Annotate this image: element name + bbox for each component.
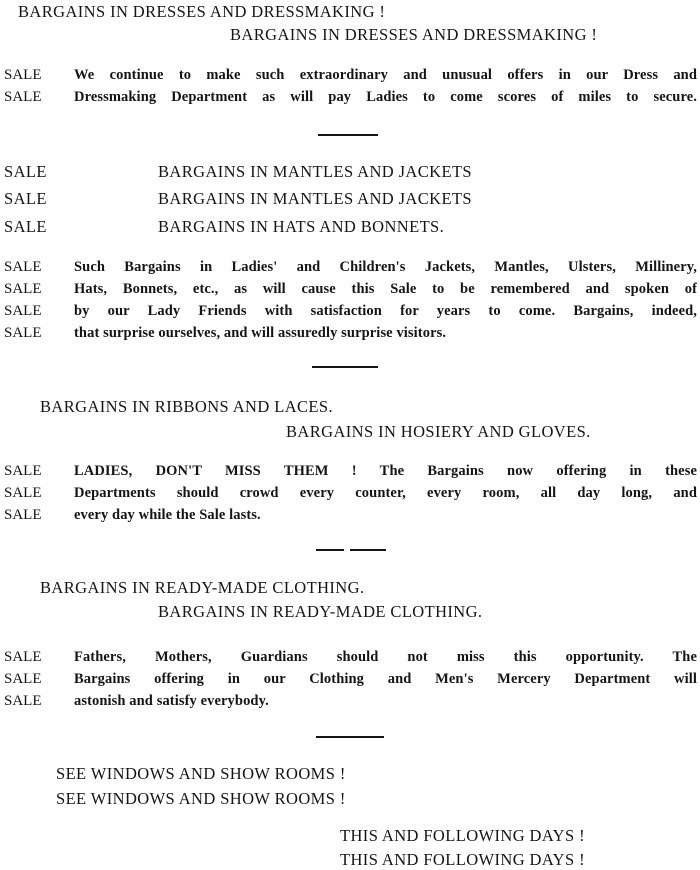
sale-label: SALE [4, 189, 47, 208]
paragraph-line [4, 278, 697, 300]
sale-label: SALE [4, 325, 42, 341]
sale-label: SALE [4, 259, 42, 275]
paragraph-text: every day while the Sale lasts. [74, 507, 261, 523]
mantles-heading-1: BARGAINS IN MANTLES AND JACKETS [158, 162, 473, 181]
paragraph-text: Dressmaking Department as will pay Ladies to come scores of miles to secure. [74, 89, 697, 105]
section-divider [316, 736, 384, 738]
clothing-paragraph [4, 646, 697, 712]
sale-label: SALE [4, 463, 42, 479]
paragraph-text: Fathers, Mothers, Guardians should not miss this opportunity. The [74, 649, 697, 665]
paragraph-text: astonish and satisfy everybody. [74, 693, 269, 709]
paragraph-text: Departments should crowd every counter, every room, all day long, and [74, 485, 697, 501]
paragraph-line [4, 256, 697, 278]
sale-label: SALE [4, 671, 42, 687]
dress-heading-1: BARGAINS IN DRESSES AND DRESSMAKING ! [18, 2, 386, 21]
section-divider [312, 366, 378, 368]
paragraph-line [4, 322, 697, 344]
paragraph-line [4, 460, 697, 482]
sale-label: SALE [4, 67, 42, 83]
section-divider [350, 549, 386, 551]
sale-label: SALE [4, 485, 42, 501]
sale-label: SALE [4, 162, 47, 181]
ribbons-heading: BARGAINS IN RIBBONS AND LACES. [40, 397, 333, 416]
ribbons-paragraph [4, 460, 697, 526]
paragraph-text: LADIES, DON'T MISS THEM ! The Bargains now offering in these [74, 463, 697, 479]
paragraph-text: We continue to make such extraordinary and unusual offers in our Dress and [74, 67, 697, 83]
days-line-1: THIS AND FOLLOWING DAYS ! [340, 826, 585, 845]
hats-heading: BARGAINS IN HATS AND BONNETS. [158, 217, 445, 236]
paragraph-line [4, 690, 697, 712]
paragraph-line [4, 64, 697, 86]
paragraph-text: Bargains offering in our Clothing and Men's Mercery Department will [74, 671, 697, 687]
paragraph-text: that surprise ourselves, and will assuredly surprise visitors. [74, 325, 447, 341]
mantles-paragraph [4, 256, 697, 344]
section-divider [316, 549, 344, 551]
days-line-2: THIS AND FOLLOWING DAYS ! [340, 850, 585, 869]
mantles-heading-2: BARGAINS IN MANTLES AND JACKETS [158, 189, 473, 208]
sale-label: SALE [4, 507, 42, 523]
dress-heading-2: BARGAINS IN DRESSES AND DRESSMAKING ! [230, 25, 598, 44]
windows-line-2: SEE WINDOWS AND SHOW ROOMS ! [56, 789, 346, 808]
paragraph-line [4, 504, 697, 526]
sale-label: SALE [4, 649, 42, 665]
hosiery-heading: BARGAINS IN HOSIERY AND GLOVES. [286, 422, 591, 441]
sale-label: SALE [4, 217, 47, 236]
clothing-heading-1: BARGAINS IN READY-MADE CLOTHING. [40, 578, 365, 597]
paragraph-line [4, 646, 697, 668]
clothing-heading-2: BARGAINS IN READY-MADE CLOTHING. [158, 602, 483, 621]
paragraph-line [4, 482, 697, 504]
sale-label: SALE [4, 89, 42, 105]
dress-paragraph [4, 64, 697, 108]
sale-label: SALE [4, 281, 42, 297]
paragraph-text: Such Bargains in Ladies' and Children's Jackets, Mantles, Ulsters, Millinery, [74, 259, 697, 275]
sale-label: SALE [4, 303, 42, 319]
section-divider [318, 134, 378, 136]
paragraph-text: by our Lady Friends with satisfaction for years to come. Bargains, indeed, [74, 303, 697, 319]
windows-line-1: SEE WINDOWS AND SHOW ROOMS ! [56, 764, 346, 783]
paragraph-line [4, 86, 697, 108]
sale-label: SALE [4, 693, 42, 709]
paragraph-line [4, 300, 697, 322]
paragraph-line [4, 668, 697, 690]
paragraph-text: Hats, Bonnets, etc., as will cause this Sale to be remembered and spoken of [74, 281, 697, 297]
